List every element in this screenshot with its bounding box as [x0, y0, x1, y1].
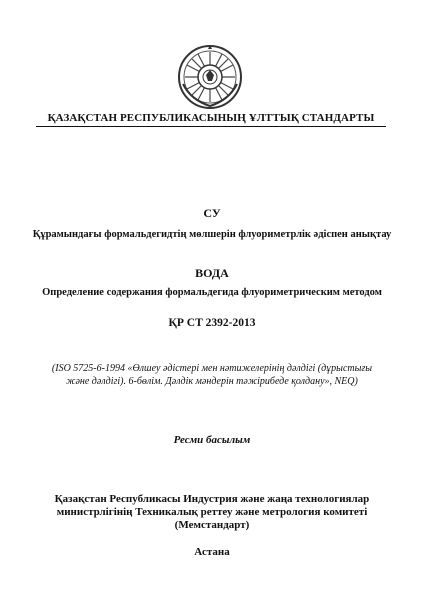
- publisher-line-1: Қазақстан Республикасы Индустрия және жаңа технологиялар: [54, 493, 370, 505]
- official-edition-label: Ресми басылым: [173, 434, 251, 446]
- title-kz-word: СУ: [203, 206, 221, 220]
- header-divider: [36, 126, 386, 127]
- publisher-line-2: министрлігінің Техникалық реттеу және метрология комитеті: [56, 506, 368, 518]
- title-ru-subtitle: Определение содержания формальдегида флуориметрическим методом: [42, 287, 382, 298]
- standard-designation: ҚР СТ 2392-2013: [168, 317, 256, 329]
- publisher-line-3: (Мемстандарт): [174, 519, 250, 531]
- standard-header-title: ҚАЗАҚСТАН РЕСПУБЛИКАСЫНЫҢ ҰЛТТЫҚ СТАНДАРТЫ: [47, 112, 375, 124]
- title-ru-word: ВОДА: [195, 266, 229, 280]
- state-emblem-icon: [177, 44, 243, 110]
- publisher-block: [30, 493, 394, 532]
- title-kz-subtitle: Құрамындағы формальдегидтің мөлшерін флуориметрлік әдіспен анықтау: [32, 229, 392, 240]
- iso-reference: (ISO 5725-6-1994 «Өлшеу әдістері мен нәтижелерінің дәлдігі (дұрыстығы және дәлдігі). 6-бөлім. Дәлдік мәндерін тәжірибеде қолдану», NEQ): [51, 363, 373, 387]
- city: Астана: [194, 546, 230, 558]
